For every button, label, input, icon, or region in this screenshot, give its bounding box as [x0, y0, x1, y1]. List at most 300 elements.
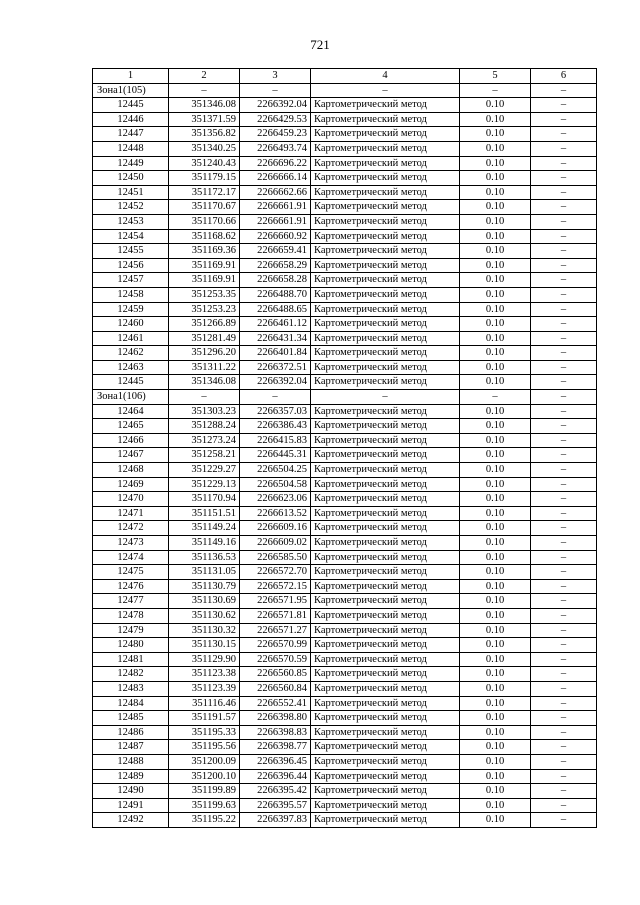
dash-cell: – [531, 594, 597, 609]
coord-y: 2266396.45 [240, 754, 311, 769]
coord-x: 351130.32 [169, 623, 240, 638]
table-row [93, 214, 597, 229]
point-number: 12483 [93, 681, 169, 696]
precision-cell: 0.10 [460, 506, 531, 521]
point-number: 12469 [93, 477, 169, 492]
dash-cell: – [531, 141, 597, 156]
method-cell: Картометрический метод [311, 784, 460, 799]
coord-y: 2266357.03 [240, 404, 311, 419]
table-row [93, 798, 597, 813]
coord-x: 351172.17 [169, 185, 240, 200]
dash-cell: – [531, 171, 597, 186]
table-row [93, 171, 597, 186]
precision-cell: 0.10 [460, 813, 531, 828]
dash-cell: – [531, 506, 597, 521]
dash-cell: – [311, 390, 460, 405]
precision-cell: 0.10 [460, 638, 531, 653]
coord-y: 2266398.77 [240, 740, 311, 755]
precision-cell: 0.10 [460, 346, 531, 361]
coord-y: 2266609.02 [240, 536, 311, 551]
coord-y: 2266571.81 [240, 608, 311, 623]
coord-x: 351179.15 [169, 171, 240, 186]
point-number: 12456 [93, 258, 169, 273]
coord-y: 2266397.83 [240, 813, 311, 828]
coord-x: 351168.62 [169, 229, 240, 244]
coord-y: 2266572.15 [240, 579, 311, 594]
table-row [93, 302, 597, 317]
column-header: 5 [460, 69, 531, 84]
point-number: 12455 [93, 244, 169, 259]
precision-cell: 0.10 [460, 565, 531, 580]
dash-cell: – [531, 550, 597, 565]
precision-cell: 0.10 [460, 652, 531, 667]
precision-cell: 0.10 [460, 623, 531, 638]
precision-cell: 0.10 [460, 681, 531, 696]
coord-y: 2266461.12 [240, 317, 311, 332]
dash-cell: – [531, 258, 597, 273]
coord-y: 2266570.59 [240, 652, 311, 667]
coord-x: 351151.51 [169, 506, 240, 521]
table-row [93, 127, 597, 142]
method-cell: Картометрический метод [311, 492, 460, 507]
zone-label: Зона1(106) [93, 390, 169, 405]
point-number: 12492 [93, 813, 169, 828]
table-row [93, 623, 597, 638]
dash-cell: – [531, 317, 597, 332]
precision-cell: 0.10 [460, 696, 531, 711]
coord-x: 351170.66 [169, 214, 240, 229]
coord-x: 351281.49 [169, 331, 240, 346]
coord-y: 2266613.52 [240, 506, 311, 521]
precision-cell: 0.10 [460, 229, 531, 244]
coordinates-table [92, 68, 597, 828]
coord-x: 351116.46 [169, 696, 240, 711]
table-row [93, 754, 597, 769]
zone-label: Зона1(105) [93, 83, 169, 98]
precision-cell: 0.10 [460, 317, 531, 332]
method-cell: Картометрический метод [311, 667, 460, 682]
method-cell: Картометрический метод [311, 652, 460, 667]
method-cell: Картометрический метод [311, 331, 460, 346]
precision-cell: 0.10 [460, 754, 531, 769]
coord-y: 2266659.41 [240, 244, 311, 259]
coord-x: 351258.21 [169, 448, 240, 463]
dash-cell: – [531, 360, 597, 375]
table-row [93, 638, 597, 653]
precision-cell: 0.10 [460, 98, 531, 113]
point-number: 12448 [93, 141, 169, 156]
precision-cell: 0.10 [460, 711, 531, 726]
coord-y: 2266445.31 [240, 448, 311, 463]
dash-cell: – [531, 740, 597, 755]
coord-y: 2266570.99 [240, 638, 311, 653]
coord-x: 351296.20 [169, 346, 240, 361]
coord-x: 351199.89 [169, 784, 240, 799]
point-number: 12491 [93, 798, 169, 813]
zone-row [93, 390, 597, 405]
coord-y: 2266429.53 [240, 112, 311, 127]
precision-cell: 0.10 [460, 419, 531, 434]
method-cell: Картометрический метод [311, 433, 460, 448]
method-cell: Картометрический метод [311, 565, 460, 580]
table-body [93, 83, 597, 827]
dash-cell: – [169, 83, 240, 98]
method-cell: Картометрический метод [311, 798, 460, 813]
method-cell: Картометрический метод [311, 171, 460, 186]
dash-cell: – [460, 83, 531, 98]
coord-y: 2266552.41 [240, 696, 311, 711]
dash-cell: – [531, 623, 597, 638]
coord-x: 351371.59 [169, 112, 240, 127]
method-cell: Картометрический метод [311, 214, 460, 229]
method-cell: Картометрический метод [311, 769, 460, 784]
point-number: 12468 [93, 463, 169, 478]
method-cell: Картометрический метод [311, 550, 460, 565]
precision-cell: 0.10 [460, 784, 531, 799]
point-number: 12462 [93, 346, 169, 361]
point-number: 12487 [93, 740, 169, 755]
method-cell: Картометрический метод [311, 346, 460, 361]
dash-cell: – [531, 521, 597, 536]
table-row [93, 579, 597, 594]
coord-y: 2266504.25 [240, 463, 311, 478]
coord-x: 351195.56 [169, 740, 240, 755]
coord-x: 351273.24 [169, 433, 240, 448]
coord-x: 351195.22 [169, 813, 240, 828]
dash-cell: – [531, 652, 597, 667]
point-number: 12473 [93, 536, 169, 551]
method-cell: Картометрический метод [311, 127, 460, 142]
point-number: 12471 [93, 506, 169, 521]
dash-cell: – [531, 448, 597, 463]
precision-cell: 0.10 [460, 667, 531, 682]
coord-y: 2266609.16 [240, 521, 311, 536]
method-cell: Картометрический метод [311, 536, 460, 551]
point-number: 12470 [93, 492, 169, 507]
precision-cell: 0.10 [460, 448, 531, 463]
dash-cell: – [531, 156, 597, 171]
coord-y: 2266386.43 [240, 419, 311, 434]
table-row [93, 112, 597, 127]
coord-y: 2266660.92 [240, 229, 311, 244]
dash-cell: – [531, 390, 597, 405]
table-row [93, 652, 597, 667]
table-row [93, 594, 597, 609]
method-cell: Картометрический метод [311, 463, 460, 478]
point-number: 12479 [93, 623, 169, 638]
point-number: 12466 [93, 433, 169, 448]
dash-cell: – [531, 565, 597, 580]
dash-cell: – [531, 375, 597, 390]
coord-x: 351130.69 [169, 594, 240, 609]
dash-cell: – [531, 725, 597, 740]
coord-y: 2266658.28 [240, 273, 311, 288]
point-number: 12452 [93, 200, 169, 215]
dash-cell: – [531, 98, 597, 113]
table-row [93, 156, 597, 171]
dash-cell: – [311, 83, 460, 98]
dash-cell: – [531, 813, 597, 828]
zone-row [93, 83, 597, 98]
dash-cell: – [531, 579, 597, 594]
table-row [93, 492, 597, 507]
dash-cell: – [531, 83, 597, 98]
coord-x: 351195.33 [169, 725, 240, 740]
table-row [93, 725, 597, 740]
table-row [93, 463, 597, 478]
dash-cell: – [531, 419, 597, 434]
dash-cell: – [531, 463, 597, 478]
precision-cell: 0.10 [460, 156, 531, 171]
table-row [93, 331, 597, 346]
coord-x: 351129.90 [169, 652, 240, 667]
method-cell: Картометрический метод [311, 244, 460, 259]
method-cell: Картометрический метод [311, 754, 460, 769]
coord-x: 351130.79 [169, 579, 240, 594]
dash-cell: – [531, 681, 597, 696]
dash-cell: – [460, 390, 531, 405]
point-number: 12458 [93, 287, 169, 302]
method-cell: Картометрический метод [311, 579, 460, 594]
dash-cell: – [531, 229, 597, 244]
dash-cell: – [531, 433, 597, 448]
method-cell: Картометрический метод [311, 375, 460, 390]
precision-cell: 0.10 [460, 463, 531, 478]
precision-cell: 0.10 [460, 740, 531, 755]
point-number: 12463 [93, 360, 169, 375]
column-header: 2 [169, 69, 240, 84]
precision-cell: 0.10 [460, 302, 531, 317]
column-header: 3 [240, 69, 311, 84]
point-number: 12464 [93, 404, 169, 419]
point-number: 12465 [93, 419, 169, 434]
point-number: 12485 [93, 711, 169, 726]
point-number: 12490 [93, 784, 169, 799]
coord-y: 2266560.85 [240, 667, 311, 682]
method-cell: Картометрический метод [311, 317, 460, 332]
method-cell: Картометрический метод [311, 681, 460, 696]
coord-x: 351229.13 [169, 477, 240, 492]
coord-x: 351200.09 [169, 754, 240, 769]
coord-x: 351200.10 [169, 769, 240, 784]
method-cell: Картометрический метод [311, 200, 460, 215]
precision-cell: 0.10 [460, 171, 531, 186]
point-number: 12482 [93, 667, 169, 682]
precision-cell: 0.10 [460, 550, 531, 565]
table-row [93, 784, 597, 799]
column-header: 4 [311, 69, 460, 84]
dash-cell: – [531, 112, 597, 127]
coord-x: 351340.25 [169, 141, 240, 156]
table-row [93, 506, 597, 521]
dash-cell: – [531, 667, 597, 682]
point-number: 12478 [93, 608, 169, 623]
coord-y: 2266571.27 [240, 623, 311, 638]
method-cell: Картометрический метод [311, 156, 460, 171]
point-number: 12445 [93, 98, 169, 113]
method-cell: Картометрический метод [311, 696, 460, 711]
method-cell: Картометрический метод [311, 98, 460, 113]
coord-y: 2266488.65 [240, 302, 311, 317]
point-number: 12486 [93, 725, 169, 740]
coord-y: 2266398.83 [240, 725, 311, 740]
method-cell: Картометрический метод [311, 302, 460, 317]
coord-x: 351123.39 [169, 681, 240, 696]
point-number: 12461 [93, 331, 169, 346]
coord-x: 351288.24 [169, 419, 240, 434]
table-row [93, 521, 597, 536]
table-row [93, 448, 597, 463]
coord-x: 351240.43 [169, 156, 240, 171]
precision-cell: 0.10 [460, 375, 531, 390]
coord-x: 351253.35 [169, 287, 240, 302]
point-number: 12450 [93, 171, 169, 186]
method-cell: Картометрический метод [311, 711, 460, 726]
coord-x: 351253.23 [169, 302, 240, 317]
point-number: 12489 [93, 769, 169, 784]
precision-cell: 0.10 [460, 112, 531, 127]
table-row [93, 565, 597, 580]
dash-cell: – [531, 711, 597, 726]
table-row [93, 769, 597, 784]
precision-cell: 0.10 [460, 594, 531, 609]
coord-x: 351229.27 [169, 463, 240, 478]
precision-cell: 0.10 [460, 200, 531, 215]
coord-x: 351346.08 [169, 375, 240, 390]
coord-y: 2266398.80 [240, 711, 311, 726]
coord-y: 2266493.74 [240, 141, 311, 156]
table-row [93, 536, 597, 551]
dash-cell: – [531, 608, 597, 623]
dash-cell: – [531, 302, 597, 317]
coord-y: 2266661.91 [240, 214, 311, 229]
page-number: 721 [310, 37, 330, 52]
dash-cell: – [240, 83, 311, 98]
precision-cell: 0.10 [460, 536, 531, 551]
table-row [93, 185, 597, 200]
coord-y: 2266504.58 [240, 477, 311, 492]
method-cell: Картометрический метод [311, 521, 460, 536]
precision-cell: 0.10 [460, 579, 531, 594]
dash-cell: – [531, 784, 597, 799]
precision-cell: 0.10 [460, 185, 531, 200]
dash-cell: – [531, 492, 597, 507]
coord-y: 2266395.42 [240, 784, 311, 799]
dash-cell: – [531, 346, 597, 361]
table-row [93, 141, 597, 156]
coord-x: 351169.91 [169, 273, 240, 288]
table-row [93, 696, 597, 711]
coord-x: 351266.89 [169, 317, 240, 332]
precision-cell: 0.10 [460, 492, 531, 507]
method-cell: Картометрический метод [311, 141, 460, 156]
column-header: 6 [531, 69, 597, 84]
coord-y: 2266431.34 [240, 331, 311, 346]
coord-x: 351346.08 [169, 98, 240, 113]
method-cell: Картометрический метод [311, 185, 460, 200]
coord-y: 2266392.04 [240, 98, 311, 113]
point-number: 12459 [93, 302, 169, 317]
table-row [93, 550, 597, 565]
point-number: 12484 [93, 696, 169, 711]
coord-x: 351130.62 [169, 608, 240, 623]
dash-cell: – [531, 536, 597, 551]
point-number: 12447 [93, 127, 169, 142]
method-cell: Картометрический метод [311, 273, 460, 288]
coord-x: 351130.15 [169, 638, 240, 653]
table-row [93, 229, 597, 244]
table-row [93, 433, 597, 448]
precision-cell: 0.10 [460, 244, 531, 259]
dash-cell: – [531, 477, 597, 492]
point-number: 12446 [93, 112, 169, 127]
precision-cell: 0.10 [460, 141, 531, 156]
point-number: 12475 [93, 565, 169, 580]
coord-y: 2266571.95 [240, 594, 311, 609]
coord-x: 351169.91 [169, 258, 240, 273]
point-number: 12488 [93, 754, 169, 769]
coord-x: 351356.82 [169, 127, 240, 142]
method-cell: Картометрический метод [311, 813, 460, 828]
point-number: 12467 [93, 448, 169, 463]
coord-y: 2266572.70 [240, 565, 311, 580]
dash-cell: – [531, 754, 597, 769]
method-cell: Картометрический метод [311, 594, 460, 609]
dash-cell: – [531, 127, 597, 142]
header-row [93, 69, 597, 84]
coord-x: 351303.23 [169, 404, 240, 419]
table-row [93, 346, 597, 361]
dash-cell: – [531, 638, 597, 653]
dash-cell: – [531, 798, 597, 813]
coord-y: 2266395.57 [240, 798, 311, 813]
point-number: 12445 [93, 375, 169, 390]
table-row [93, 98, 597, 113]
table-row [93, 681, 597, 696]
coord-x: 351149.16 [169, 536, 240, 551]
point-number: 12477 [93, 594, 169, 609]
precision-cell: 0.10 [460, 521, 531, 536]
dash-cell: – [531, 404, 597, 419]
precision-cell: 0.10 [460, 404, 531, 419]
table-row [93, 273, 597, 288]
method-cell: Картометрический метод [311, 229, 460, 244]
precision-cell: 0.10 [460, 360, 531, 375]
table-row [93, 711, 597, 726]
coord-x: 351136.53 [169, 550, 240, 565]
precision-cell: 0.10 [460, 477, 531, 492]
table-row [93, 200, 597, 215]
table-row [93, 477, 597, 492]
table-row [93, 360, 597, 375]
dash-cell: – [531, 214, 597, 229]
method-cell: Картометрический метод [311, 404, 460, 419]
dash-cell: – [531, 273, 597, 288]
coord-y: 2266696.22 [240, 156, 311, 171]
precision-cell: 0.10 [460, 331, 531, 346]
table-row [93, 404, 597, 419]
dash-cell: – [240, 390, 311, 405]
method-cell: Картометрический метод [311, 477, 460, 492]
precision-cell: 0.10 [460, 127, 531, 142]
point-number: 12451 [93, 185, 169, 200]
precision-cell: 0.10 [460, 258, 531, 273]
method-cell: Картометрический метод [311, 623, 460, 638]
precision-cell: 0.10 [460, 769, 531, 784]
dash-cell: – [531, 696, 597, 711]
method-cell: Картометрический метод [311, 740, 460, 755]
table-row [93, 375, 597, 390]
